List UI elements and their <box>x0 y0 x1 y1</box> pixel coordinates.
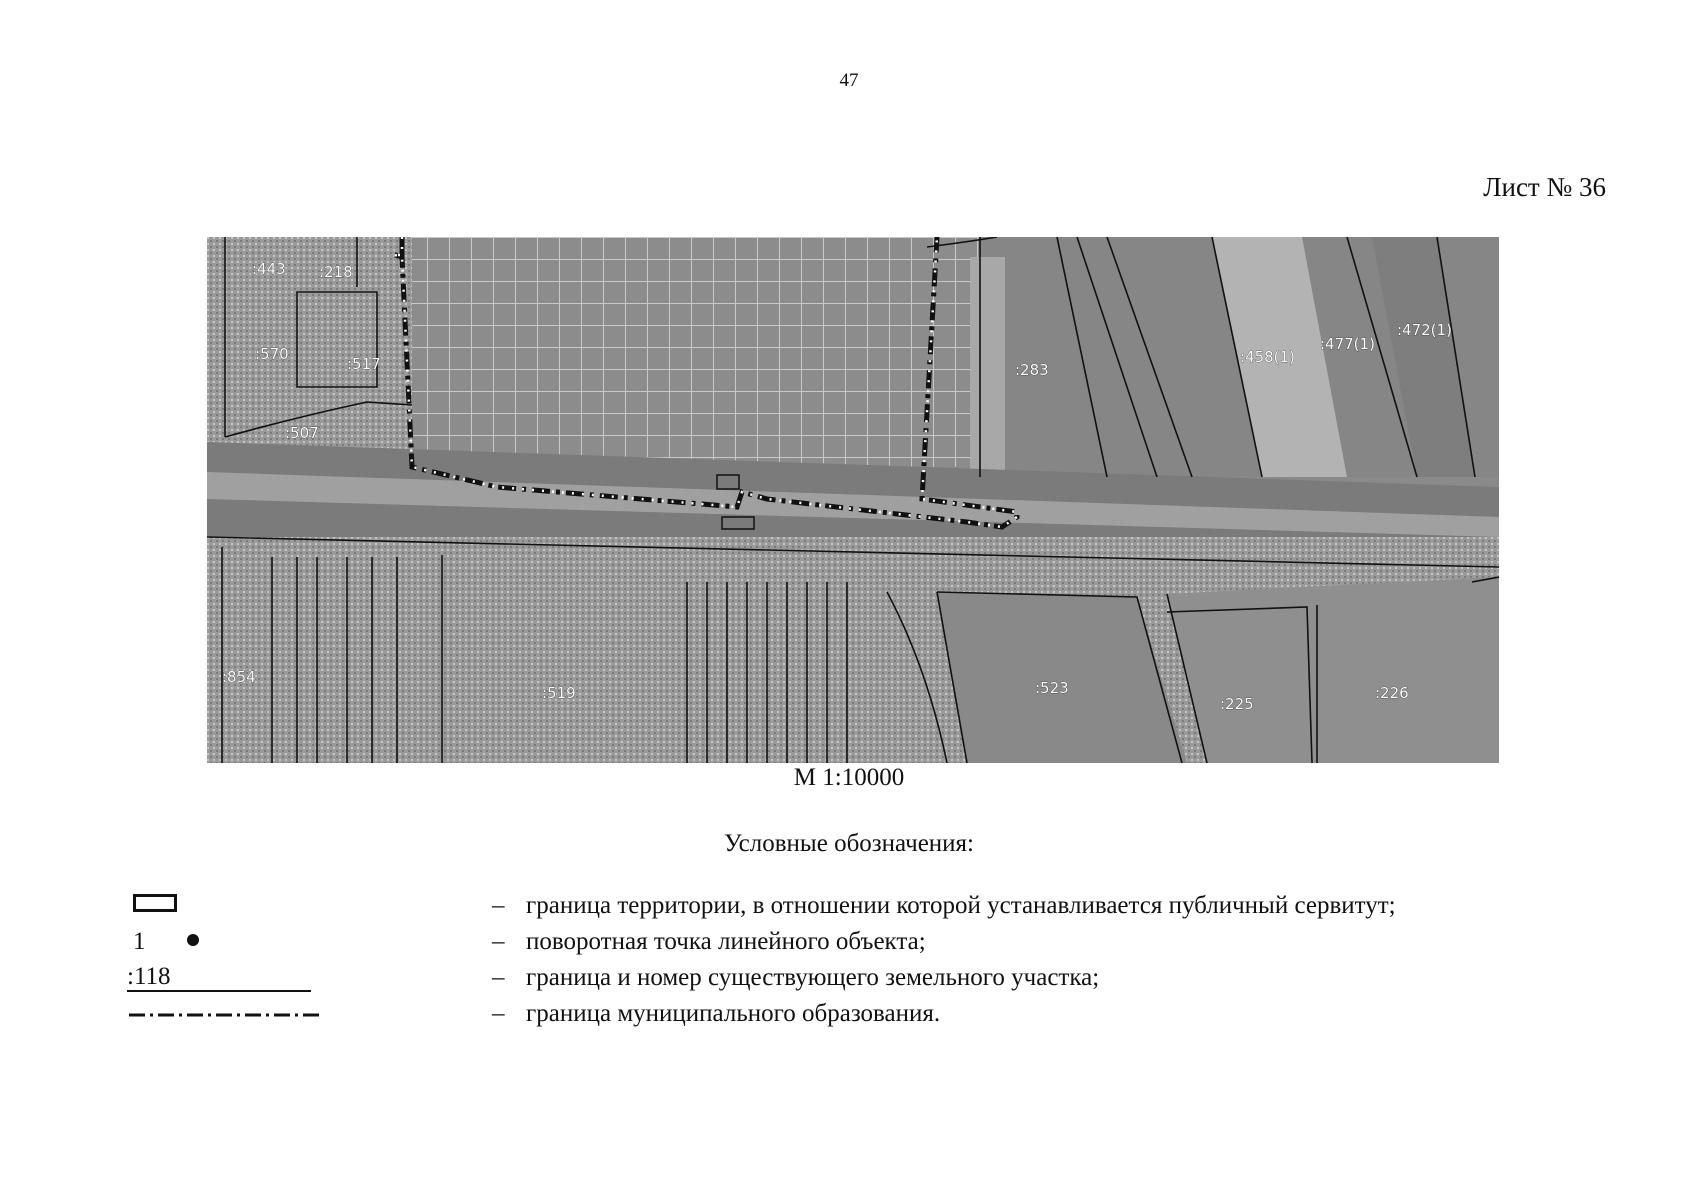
legend-item-municipal-boundary <box>125 998 1605 1034</box>
legend-symbol-dash-dot-line <box>125 998 325 1034</box>
legend-text: граница территории, в отношении которой устанавливается публичный сервитут; <box>526 892 1396 919</box>
parcel-label-570: :570 <box>255 345 289 363</box>
legend <box>125 890 1605 1034</box>
legend-text: поворотная точка линейного объекта; <box>526 928 926 955</box>
parcel-label-519: :519 <box>542 684 576 702</box>
legend-symbol-parcel-line <box>125 962 325 998</box>
legend-symbol-point <box>125 926 325 962</box>
dash-dot-line-icon <box>129 1012 319 1018</box>
map-scale: М 1:10000 <box>793 764 905 791</box>
parcel-label-507: :507 <box>285 424 319 442</box>
legend-dash: – <box>492 1000 505 1027</box>
legend-text: граница и номер существующего земельного участка; <box>526 964 1100 991</box>
legend-title: Условные обозначения: <box>723 830 975 857</box>
legend-item-parcel <box>125 962 1605 998</box>
legend-dash: – <box>492 964 505 991</box>
parcel-number-sample: :118 <box>127 964 311 992</box>
page-number: 47 <box>839 70 859 91</box>
parcel-label-477: :477(1) <box>1320 335 1375 353</box>
point-number: 1 <box>133 928 146 955</box>
point-icon <box>187 934 199 946</box>
legend-text: граница муниципального образования. <box>526 1000 941 1027</box>
parcel-label-225: :225 <box>1220 695 1254 713</box>
sheet-label: Лист № 36 <box>1483 172 1606 202</box>
rectangle-icon <box>133 894 177 912</box>
cadastral-map <box>207 237 1499 763</box>
left-built-area <box>207 237 412 452</box>
legend-dash: – <box>492 928 505 955</box>
parcel-label-218: :218 <box>319 263 353 281</box>
parcel-label-226: :226 <box>1375 684 1409 702</box>
parcel-label-472: :472(1) <box>1397 321 1452 339</box>
legend-dash: – <box>492 892 505 919</box>
parcel-label-854: :854 <box>222 668 256 686</box>
parcel-label-517: :517 <box>347 355 381 373</box>
legend-item-turning-point <box>125 926 1605 962</box>
parcel-label-443: :443 <box>252 260 286 278</box>
parcel-label-523: :523 <box>1035 679 1069 697</box>
legend-symbol-rectangle <box>125 890 325 926</box>
parcel-label-283: :283 <box>1015 361 1049 379</box>
parcel-label-458: :458(1) <box>1240 348 1295 366</box>
legend-item-servitude-boundary <box>125 890 1605 926</box>
